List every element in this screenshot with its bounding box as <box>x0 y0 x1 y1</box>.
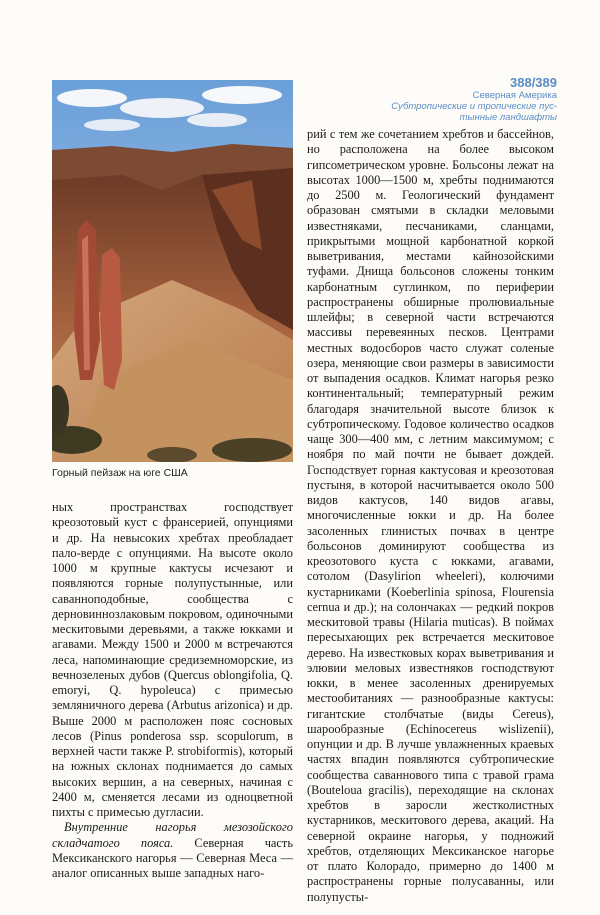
right-paragraph: рий с тем же сочетанием хребтов и бассейнов, но расположена на более высоком гипсометрическом уровне. Больсоны лежат на высотах 1000—1500 м, хребты поднимаются до 2500 м. Геологический фундамент образован смятыми в складки меловыми известняками, песчаниками, сланцами, прикрытыми мощной карбонатной коркой выветривания, местами кайнозойскими туфами. Днища больсонов сложены тонким карбонатным суглинком, по периферии распространены обширные пролювиальные шлейфы; в северной части встречаются массивы перевеянных песков. Центрами местных водосборов часто служат соленые озера, меняющие свои размеры в зависимости от выпадения осадков. Климат нагорья резко континентальный; температурный режим благодаря значительной высоте близок к субтропическому. Годовое количество осадков чаще 300—400 мм, с летним максимумом; с ноября по май почти не бывает дождей. Господствует горная кактусовая и креозотовая пустыня, в которой насчитывается около 500 видов кактусов, 140 видов агавы, многочисленные юкки и др. На более засоленных глинистых почвах в центре больсонов доминируют сообщества из креозотового куста с юкками, агавами, сотолом (Dasylirion wheeleri), колючими кустарниками (Koeberlinia spinosa, Flourensia cernua и др.); на солончаках — редкий покров мескитовой травы (Hilaria muticas). В поймах пересыхающих рек встречается мескитовое дерево. На известковых корах выветривания и элювии меловых известняков господствуют юкки, в менее засоленных дренируемых местообитаниях — разнообразные кактусы: гигантские столбчатые (виды Cereus), шарообразные (Echinocereus wislizenii), опунции и др. В лучше увлажненных краевых частях впадин появляются субтропические сообщества саваннового типа с травой грама (Bouteloua gracilis), переходящие на склонах хребтов в заросли жестколистных кустарников, мескитового дерева, акаций. На северной окраине нагорья, у подножий хребтов, отделяющих Мексиканское нагорье от плато Колорадо, примерно до 1400 м распространены горные полусаванны, или полупусты- <box>307 127 554 904</box>
subsection-title-line2: тынные ландшафты <box>459 112 557 123</box>
figure-caption: Горный пейзаж на юге США <box>52 467 188 479</box>
left-paragraph: ных пространствах господствует креозотовый куст с франсерией, опунциями и др. На невысоких хребтах преобладает пало-верде с опунциями. На высоте около 1000 м крупные кактусы исчезают и появляются горные полупустынные, или саванноподобные, сообщества с дерновиннозлаковым покровом, одиночными мескитовыми деревьями, а также юкками и агавами. Между 1500 и 2000 м встречаются леса, напоминающие средиземноморские, из вечнозеленых дубов (Quercus oblongifolia, Q. emoryi, Q. hypoleuca) с примесью земляничного дерева (Arbutus arizonica) и др. Выше 2000 м расположен пояс сосновых лесов (Pinus ponderosa ssp. scopulorum, в верхней части также P. strobiformis), который на южных склонах поднимается до самых высоких вершин, а на северных, начиная с 2400 м, сменяется лесами из одноцветной пихты с примесью дугласии. <box>52 500 293 819</box>
canyon-photo <box>52 80 293 462</box>
page-numbers: 388/389 <box>510 75 557 90</box>
left-paragraph-2-text: Северная часть Мексиканского нагорья — Северная Меса — аналог описанных выше западных наго- <box>52 835 293 880</box>
page-header <box>327 76 557 123</box>
right-text-column <box>307 127 554 905</box>
section-title: Северная Америка <box>472 90 557 101</box>
left-text-column <box>52 500 293 881</box>
section-heading: Внутренние нагорья мезозойского складчатого пояса. <box>52 820 293 850</box>
subsection-title-line1: Субтропические и тропические пус- <box>391 101 557 112</box>
left-paragraph-2 <box>52 820 293 881</box>
